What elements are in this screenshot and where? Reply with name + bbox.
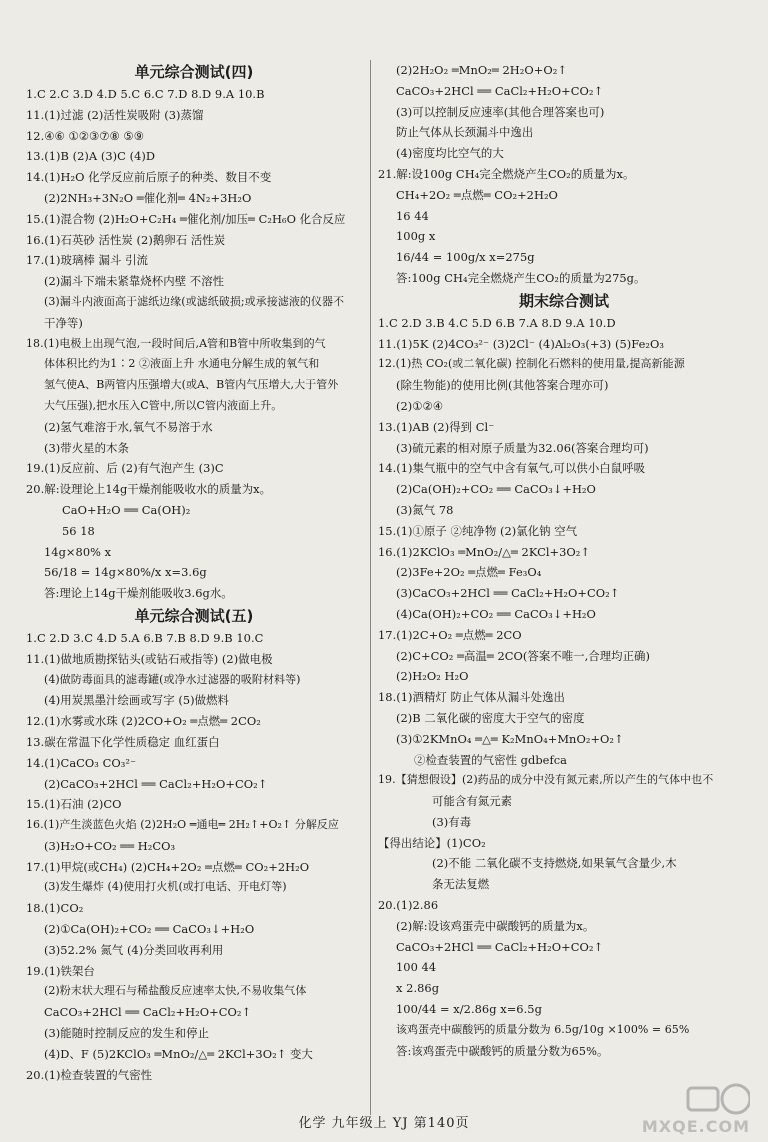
answer-line: 12.(1)热 CO₂(或二氧化碳) 控制化石燃料的使用量,提高新能源 — [378, 357, 685, 371]
answer-line: (2)①②④ — [396, 398, 444, 413]
answer-line: 该鸡蛋壳中碳酸钙的质量分数为 6.5g/10g ×100% = 65% — [396, 1022, 690, 1036]
left-column — [26, 60, 362, 1085]
answer-line: 20.(1)2.86 — [378, 898, 439, 913]
answer-line: 14.(1)集气瓶中的空气中含有氧气,可以供小白鼠呼吸 — [378, 461, 646, 476]
equation-line: CaO+H₂O ══ Ca(OH)₂ — [62, 502, 191, 517]
answer-line: 1.C 2.D 3.C 4.D 5.A 6.B 7.B 8.D 9.B 10.C — [26, 630, 264, 645]
answer-line: 1.C 2.C 3.D 4.D 5.C 6.C 7.D 8.D 9.A 10.B — [26, 87, 265, 101]
answer-line: CaCO₃+2HCl ══ CaCl₂+H₂O+CO₂↑ — [396, 83, 604, 98]
equation-line: 56 18 — [62, 523, 95, 538]
answer-line: 17.(1)甲烷(或CH₄) (2)CH₄+2O₂ ═点燃═ CO₂+2H₂O — [26, 859, 310, 874]
answer-line: 答:该鸡蛋壳中碳酸钙的质量分数为65%。 — [396, 1043, 609, 1058]
answer-line: 20.解:设理论上14g干燥剂能吸收水的质量为x。 — [26, 482, 272, 497]
answer-line: (2)3Fe+2O₂ ═点燃═ Fe₃O₄ — [396, 565, 542, 580]
equation-line: CH₄+2O₂ ═点燃═ CO₂+2H₂O — [396, 187, 558, 202]
equation-line: CaCO₃+2HCl ══ CaCl₂+H₂O+CO₂↑ — [396, 939, 604, 954]
equation-line: 56/18 = 14g×80%/x x=3.6g — [44, 565, 207, 580]
answer-line: (2)2H₂O₂ ═MnO₂═ 2H₂O+O₂↑ — [396, 63, 567, 77]
answer-line: (3)能随时控制反应的发生和停止 — [44, 1026, 210, 1041]
answer-line: 15.(1)①原子 ②纯净物 (2)氯化钠 空气 — [378, 523, 578, 538]
answer-line: (2)解:设该鸡蛋壳中碳酸钙的质量为x。 — [396, 918, 595, 933]
answer-line: (4)用炭黑墨汁绘画或写字 (5)做燃料 — [44, 693, 229, 708]
answer-line: (3)CaCO₃+2HCl ══ CaCl₂+H₂O+CO₂↑ — [396, 586, 620, 601]
answer-line: 15.(1)石油 (2)CO — [26, 797, 122, 812]
answer-line: 11.(1)做地质勘探钻头(或钻石戒指等) (2)做电极 — [26, 651, 273, 666]
answer-line: (2)①Ca(OH)₂+CO₂ ══ CaCO₃↓+H₂O — [44, 922, 255, 937]
answer-line: 条无法复燃 — [432, 877, 490, 892]
section-title-unit5: 单元综合测试(五) — [134, 606, 254, 625]
answer-line: 19.【猜想假设】(2)药品的成分中没有氮元素,所以产生的气体中也不 — [378, 773, 714, 787]
answer-line: 18.(1)电极上出现气泡,一段时间后,A管和B管中所收集到的气 — [26, 336, 326, 350]
answer-line: (3)可以控制反应速率(其他合理答案也可) — [396, 104, 605, 119]
answer-line: (4)密度均比空气的大 — [396, 146, 504, 161]
answer-line: (2)2NH₃+3N₂O ═催化剂═ 4N₂+3H₂O — [44, 190, 252, 205]
answer-line: (2)CaCO₃+2HCl ══ CaCl₂+H₂O+CO₂↑ — [44, 776, 268, 791]
answer-line: 14.(1)H₂O 化学反应前后原子的种类、数目不变 — [26, 170, 272, 185]
watermark-logo-icon — [686, 1082, 750, 1116]
answer-line: (2)B 二氧化碳的密度大于空气的密度 — [396, 710, 585, 725]
answer-line: 19.(1)铁架台 — [26, 963, 95, 978]
page-footer: 化学 九年级上 YJ 第140页 — [298, 1116, 470, 1131]
answer-line: (2)漏斗下端未紧靠烧杯内壁 不溶性 — [44, 274, 225, 289]
answer-line: 17.(1)2C+O₂ ═点燃═ 2CO — [378, 627, 522, 642]
answer-line: 答:100g CH₄完全燃烧产生CO₂的质量为275g。 — [396, 270, 646, 285]
answer-line: 12.(1)水雾或水珠 (2)2CO+O₂ ═点燃═ 2CO₂ — [26, 714, 261, 729]
answer-line: (2)H₂O₂ H₂O — [396, 669, 469, 684]
answer-line: 13.碳在常温下化学性质稳定 血红蛋白 — [26, 734, 220, 749]
answer-line: (2)粉末状大理石与稀盐酸反应速率太快,不易收集气体 — [44, 984, 307, 998]
equation-line: 100 44 — [396, 960, 437, 975]
answer-line: 20.(1)检查装置的气密性 — [26, 1067, 153, 1082]
answer-line: CaCO₃+2HCl ══ CaCl₂+H₂O+CO₂↑ — [44, 1005, 252, 1020]
answer-line: (2)Ca(OH)₂+CO₂ ══ CaCO₃↓+H₂O — [396, 482, 596, 497]
answer-line: (3)52.2% 氮气 (4)分类回收再利用 — [44, 942, 224, 957]
answer-line: (2)C+CO₂ ═高温═ 2CO(答案不唯一,合理均正确) — [396, 648, 650, 663]
answer-line: 1.C 2.D 3.B 4.C 5.D 6.B 7.A 8.D 9.A 10.D — [378, 315, 616, 330]
section-title-unit4: 单元综合测试(四) — [134, 63, 254, 81]
answer-line: 21.解:设100g CH₄完全燃烧产生CO₂的质量为x。 — [378, 166, 635, 181]
answer-line: (2)氢气难溶于水,氧气不易溶于水 — [44, 419, 213, 434]
answer-line: 可能含有氮元素 — [432, 794, 513, 809]
answer-line: (3)①2KMnO₄ ═△═ K₂MnO₄+MnO₂+O₂↑ — [396, 731, 624, 746]
answer-line: 16.(1)产生淡蓝色火焰 (2)2H₂O ═通电═ 2H₂↑+O₂↑ 分解反应 — [26, 818, 339, 832]
answer-line: (4)D、F (5)2KClO₃ ═MnO₂/△═ 2KCl+3O₂↑ 变大 — [44, 1046, 313, 1061]
answer-line: 18.(1)酒精灯 防止气体从漏斗处逸出 — [378, 690, 565, 705]
answer-line: ②检查装置的气密性 gdbefca — [414, 752, 567, 767]
answer-line: (2)不能 二氧化碳不支持燃烧,如果氧气含量少,木 — [432, 856, 677, 871]
answer-line: 16.(1)2KClO₃ ═MnO₂/△═ 2KCl+3O₂↑ — [378, 544, 591, 559]
right-column — [378, 60, 750, 1061]
answer-line: 17.(1)玻璃棒 漏斗 引流 — [26, 253, 148, 268]
answer-line: 干净等) — [44, 315, 83, 330]
column-divider — [370, 60, 371, 1115]
answer-line: 13.(1)B (2)A (3)C (4)D — [26, 149, 156, 164]
section-title-final: 期末综合测试 — [518, 291, 609, 310]
answer-line: 大气压强),把水压入C管中,所以C管内液面上升。 — [44, 398, 283, 412]
answer-line: 12.④⑥ ①②③⑦⑧ ⑤⑨ — [26, 128, 144, 143]
equation-line: 14g×80% x — [44, 544, 112, 559]
equation-line: 16/44 = 100g/x x=275g — [396, 250, 535, 265]
answer-line: 答:理论上14g干燥剂能吸收3.6g水。 — [44, 586, 233, 601]
equation-line: 100/44 = x/2.86g x=6.5g — [396, 1002, 542, 1017]
answer-line: 11.(1)5K (2)4CO₃²⁻ (3)2Cl⁻ (4)Al₂O₃(+3) (5)Fe₂O₃ — [378, 336, 665, 351]
watermark — [634, 1082, 754, 1136]
answer-line: (4)做防毒面具的滤毒罐(或净水过滤器的吸附材料等) — [44, 672, 301, 686]
answer-line: 11.(1)过滤 (2)活性炭吸附 (3)蒸馏 — [26, 107, 204, 122]
answer-line: (3)发生爆炸 (4)使用打火机(或打电话、开电灯等) — [44, 880, 287, 894]
answer-line: (3)带火星的木条 — [44, 440, 129, 455]
answer-line: (3)有毒 — [432, 814, 472, 829]
answer-line: 15.(1)混合物 (2)H₂O+C₂H₄ ═催化剂/加压═ C₂H₆O 化合反应 — [26, 211, 346, 226]
answer-line: (4)Ca(OH)₂+CO₂ ══ CaCO₃↓+H₂O — [396, 606, 596, 621]
answer-line: (3)硫元素的相对原子质量为32.06(答案合理均可) — [396, 440, 649, 455]
answer-line: 氢气使A、B两管内压强增大(或A、B管内气压增大,大于管外 — [44, 378, 339, 392]
equation-line: 100g x — [396, 229, 436, 244]
answer-line: 18.(1)CO₂ — [26, 901, 84, 916]
answer-line: (除生物能)的使用比例(其他答案合理亦可) — [396, 378, 609, 393]
answer-line: 体体积比约为1∶2 ②液面上升 水通电分解生成的氧气和 — [44, 357, 320, 371]
equation-line: x 2.86g — [396, 981, 440, 996]
answer-line: 16.(1)石英砂 活性炭 (2)鹅卵石 活性炭 — [26, 232, 226, 247]
answer-line: 防止气体从长颈漏斗中逸出 — [396, 125, 534, 140]
answer-line: (3)漏斗内液面高于滤纸边缘(或滤纸破损;或承接滤液的仪器不 — [44, 294, 345, 308]
answer-line: (3)氮气 78 — [396, 502, 454, 517]
answer-line: 19.(1)反应前、后 (2)有气泡产生 (3)C — [26, 461, 224, 476]
answer-line: 13.(1)AB (2)得到 Cl⁻ — [378, 419, 495, 434]
equation-line: 16 44 — [396, 208, 429, 223]
answer-line: 14.(1)CaCO₃ CO₃²⁻ — [26, 755, 137, 770]
watermark-text: MXQE.COM — [641, 1117, 750, 1136]
answer-line: 【得出结论】(1)CO₂ — [378, 835, 486, 850]
answer-line: (3)H₂O+CO₂ ══ H₂CO₃ — [44, 838, 176, 853]
